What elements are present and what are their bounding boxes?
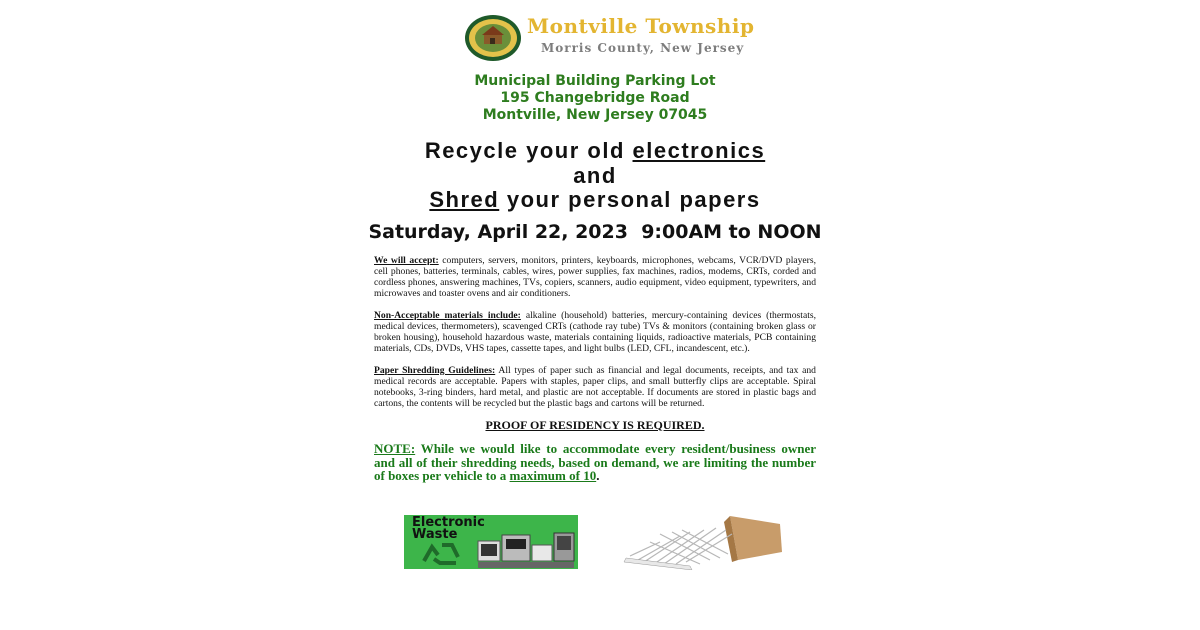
electronics-pile-icon bbox=[476, 527, 576, 569]
headline-shred: Shred bbox=[429, 187, 500, 212]
shredding-label: Paper Shredding Guidelines: bbox=[374, 365, 496, 376]
headline-recycle: Recycle your old bbox=[424, 138, 625, 163]
township-header bbox=[464, 12, 755, 64]
note-maximum: maximum of 10 bbox=[509, 468, 597, 483]
note-text: While we would like to accommodate every resident/business owner and all of their shredding needs, based on demand, we are limiting the number of boxes per vehicle to a bbox=[374, 441, 817, 483]
headline-line-3 bbox=[0, 187, 1190, 213]
non-acceptable-text: alkaline (household) batteries, mercury-containing devices (thermostats, medical devices, thermometers), scavenged CRTs (cathode ray tube) TVs & monitors (containing broken glass or broken housing), household hazardous waste, materials containing liquids, radioactive materials, PCB containing materials, CDs, DVDs, VHS tapes, cassette tapes, and light bulbs (LED, CFL, incandescent, etc.). bbox=[374, 310, 816, 354]
ewaste-title bbox=[412, 517, 485, 541]
headline-papers: your personal papers bbox=[506, 187, 761, 212]
accept-text: computers, servers, monitors, printers, keyboards, microphones, webcams, VCR/DVD players, cell phones, batteries, terminals, cables, wires, power supplies, fax machines, radios, modems, CRTs, corded and cordless phones, answering machines, TVs, copiers, scanners, audio equipment, video equipment, typewriters, and microwaves and toaster ovens and air conditioners. bbox=[374, 255, 816, 299]
township-seal-icon bbox=[464, 14, 522, 62]
accept-paragraph bbox=[374, 255, 816, 299]
recycle-icon bbox=[418, 541, 466, 567]
electronic-waste-image bbox=[404, 515, 578, 569]
accept-label: We will accept: bbox=[374, 255, 439, 266]
proof-of-residency: PROOF OF RESIDENCY IS REQUIRED. bbox=[485, 418, 705, 432]
non-acceptable-paragraph bbox=[374, 310, 816, 354]
location-line-2: 195 Changebridge Road bbox=[500, 90, 690, 106]
note-paragraph bbox=[374, 442, 816, 483]
location-line-3: Montville, New Jersey 07045 bbox=[482, 107, 708, 123]
note-label: NOTE: bbox=[374, 441, 416, 456]
headline-line-2: and bbox=[573, 163, 617, 188]
note-end: . bbox=[596, 468, 600, 483]
town-name: Montville Township bbox=[527, 14, 755, 38]
county-name: Morris County, New Jersey bbox=[541, 41, 745, 55]
ewaste-title-line-2: Waste bbox=[412, 527, 458, 542]
shredded-paper-box-icon bbox=[620, 512, 786, 570]
shredding-paragraph bbox=[374, 365, 816, 409]
ewaste-title-line-1: Electronic bbox=[412, 515, 485, 530]
headline-line-1 bbox=[0, 138, 1190, 164]
headline-electronics: electronics bbox=[632, 138, 766, 163]
shredding-text: All types of paper such as financial and legal documents, receipts, and tax and medical records are acceptable. Papers with staples, paper clips, and small butterfly clips are acceptable. Spiral notebooks, 3-ring binders, hard metal, and plastic are not acceptable. If documents are stored in plastic bags and cartons, the contents will be recycled but the plastic bags and cartons will be returned. bbox=[374, 365, 816, 409]
event-date: Saturday, April 22, 2023 9:00AM to NOON bbox=[368, 221, 822, 243]
non-acceptable-label: Non-Acceptable materials include: bbox=[374, 310, 521, 321]
location-line-1: Municipal Building Parking Lot bbox=[474, 73, 716, 89]
